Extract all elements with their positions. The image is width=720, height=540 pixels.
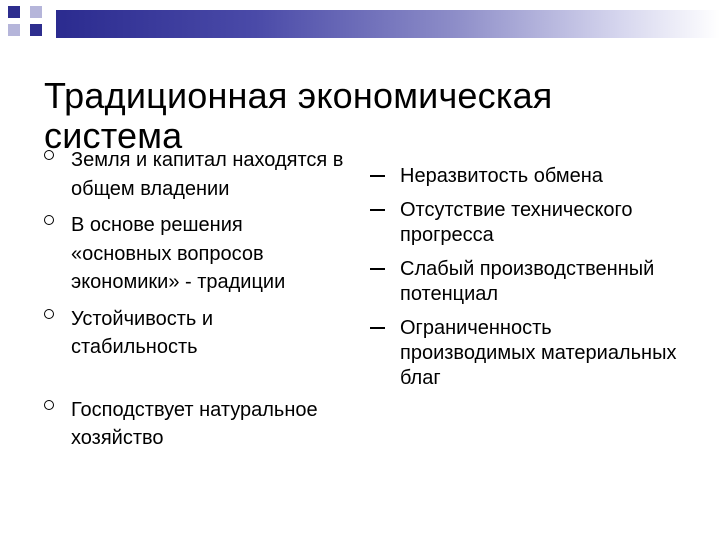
- hollow-circle-bullet-icon: [44, 215, 54, 225]
- dash-bullet-icon: [370, 209, 385, 211]
- right-bullet-list: [370, 164, 690, 391]
- list-item-text: Слабый производственный потенциал: [400, 258, 655, 305]
- left-column: [44, 146, 344, 461]
- decor-square-icon: [30, 6, 42, 18]
- decor-square-icon: [30, 24, 42, 36]
- list-item: [370, 164, 690, 189]
- list-item: [370, 316, 690, 391]
- right-column: [370, 164, 690, 400]
- list-item-text: Ограниченность производимых материальных благ: [400, 317, 677, 389]
- list-item-text: Отсутствие технического прогресса: [400, 199, 633, 246]
- list-item-text: Устойчивость и стабильность: [71, 307, 214, 358]
- dash-bullet-icon: [370, 175, 385, 177]
- hollow-circle-bullet-icon: [44, 309, 54, 319]
- decor-square-icon: [8, 24, 20, 36]
- slide-title: Традиционная экономическая система: [44, 75, 553, 157]
- list-item-text: Земля и капитал находятся в общем владении: [71, 149, 344, 200]
- list-item-text: Неразвитость обмена: [400, 165, 603, 187]
- decor-square-icon: [8, 6, 20, 18]
- hollow-circle-bullet-icon: [44, 400, 54, 410]
- list-item: [370, 198, 690, 248]
- list-item: [44, 146, 344, 203]
- list-item: [44, 396, 344, 453]
- list-item-text: Господствует натуральное хозяйство: [71, 398, 318, 449]
- list-item: [44, 211, 344, 297]
- list-item: [44, 305, 344, 362]
- left-bullet-list: [44, 146, 344, 453]
- list-item: [370, 257, 690, 307]
- hollow-circle-bullet-icon: [44, 150, 54, 160]
- dash-bullet-icon: [370, 268, 385, 270]
- header-gradient-band: [56, 10, 720, 38]
- list-item-text: В основе решения «основных вопросов экономики» - традиции: [71, 214, 286, 293]
- dash-bullet-icon: [370, 327, 385, 329]
